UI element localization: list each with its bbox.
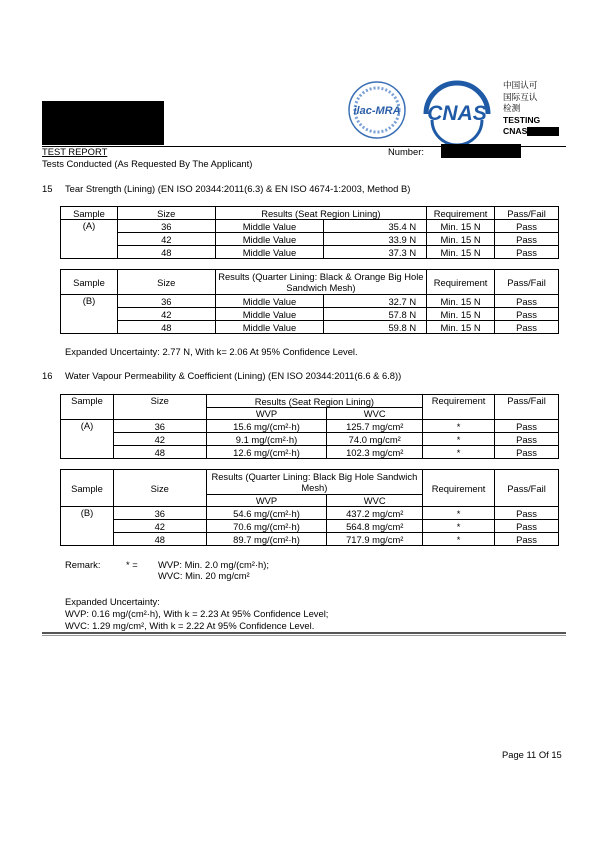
testing-label: TESTING	[503, 114, 541, 125]
redacted-report-number	[441, 144, 521, 158]
header-sample: Sample	[61, 207, 118, 220]
pass-fail-cell: Pass	[495, 533, 559, 546]
size-cell: 42	[113, 520, 206, 533]
header-results: Results (Quarter Lining: Black & Orange Big Hole Sandwich Mesh)	[215, 270, 426, 295]
cn-line-2: 国际互认	[503, 91, 538, 102]
header-sample: Sample	[61, 470, 114, 507]
uncertainty-wvp: WVP: 0.16 mg/(cm²·h), With k = 2.23 At 95% Confidence Level;	[65, 608, 329, 619]
wvp-cell: 54.6 mg/(cm²·h)	[206, 507, 327, 520]
header-pass-fail: Pass/Fail	[495, 395, 559, 420]
wvp-cell: 12.6 mg/(cm²·h)	[206, 446, 327, 459]
header-size: Size	[113, 395, 206, 420]
requirement-cell: Min. 15 N	[427, 220, 495, 233]
header-size: Size	[113, 470, 206, 507]
section-16-title: Water Vapour Permeability & Coefficient (Lining) (EN ISO 20344:2011(6.6 & 6.8))	[65, 370, 402, 381]
section-15-number: 15	[42, 183, 53, 194]
bottom-double-rule	[42, 632, 566, 634]
requirement-cell: Min. 15 N	[427, 233, 495, 246]
cnas-logo	[418, 80, 496, 144]
uncertainty-title: Expanded Uncertainty:	[65, 596, 160, 607]
pass-fail-cell: Pass	[495, 233, 559, 246]
pass-fail-cell: Pass	[495, 308, 559, 321]
requirement-cell: *	[423, 520, 495, 533]
requirement-cell: *	[423, 420, 495, 433]
bottom-double-rule-2	[42, 635, 566, 636]
sample-cell: (A)	[61, 420, 114, 459]
number-label: Number:	[388, 146, 424, 157]
header-requirement: Requirement	[427, 207, 495, 220]
size-cell: 42	[117, 233, 215, 246]
pass-fail-cell: Pass	[495, 321, 559, 334]
sample-cell: (A)	[61, 220, 118, 259]
desc-cell: Middle Value	[215, 246, 324, 259]
header-wvp: WVP	[206, 495, 327, 507]
requirement-cell: *	[423, 507, 495, 520]
desc-cell: Middle Value	[215, 308, 324, 321]
requirement-cell: *	[423, 446, 495, 459]
cn-line-3: 检测	[503, 103, 521, 113]
header-requirement: Requirement	[423, 395, 495, 420]
value-cell: 37.3 N	[324, 246, 427, 259]
ilac-mra-logo	[344, 80, 410, 140]
desc-cell: Middle Value	[215, 321, 324, 334]
pass-fail-cell: Pass	[495, 220, 559, 233]
pass-fail-cell: Pass	[495, 507, 559, 520]
header-requirement: Requirement	[427, 270, 495, 295]
size-cell: 36	[117, 295, 215, 308]
size-cell: 48	[117, 246, 215, 259]
wvp-cell: 15.6 mg/(cm²·h)	[206, 420, 327, 433]
wvc-cell: 564.8 mg/cm²	[327, 520, 423, 533]
value-cell: 57.8 N	[324, 308, 427, 321]
uncertainty-wvc: WVC: 1.29 mg/cm², With k = 2.22 At 95% Confidence Level.	[65, 620, 315, 631]
header-sample: Sample	[61, 395, 114, 420]
size-cell: 36	[113, 420, 206, 433]
svg-text:CNAS: CNAS	[427, 102, 487, 125]
size-cell: 36	[113, 507, 206, 520]
header-size: Size	[117, 207, 215, 220]
header-sample: Sample	[61, 270, 118, 295]
header-results: Results (Seat Region Lining)	[206, 395, 422, 408]
wvp-cell: 9.1 mg/(cm²·h)	[206, 433, 327, 446]
tear-strength-table-a	[60, 206, 559, 259]
remark-wvc: WVC: Min. 20 mg/cm²	[158, 570, 250, 581]
wvc-cell: 125.7 mg/cm²	[327, 420, 423, 433]
remark-star: * =	[126, 559, 138, 570]
water-vapour-table-a	[60, 394, 559, 459]
wvp-cell: 89.7 mg/(cm²·h)	[206, 533, 327, 546]
requirement-cell: *	[423, 433, 495, 446]
test-report-label: TEST REPORT	[42, 146, 108, 157]
header-size: Size	[117, 270, 215, 295]
redacted-company-logo	[42, 101, 164, 145]
requirement-cell: Min. 15 N	[427, 321, 495, 334]
pass-fail-cell: Pass	[495, 246, 559, 259]
pass-fail-cell: Pass	[495, 295, 559, 308]
wvc-cell: 437.2 mg/cm²	[327, 507, 423, 520]
size-cell: 36	[117, 220, 215, 233]
desc-cell: Middle Value	[215, 233, 324, 246]
section-15-title: Tear Strength (Lining) (EN ISO 20344:2011(6.3) & EN ISO 4674-1:2003, Method B)	[65, 183, 411, 194]
header-results: Results (Quarter Lining: Black Big Hole Sandwich Mesh)	[206, 470, 422, 495]
requirement-cell: Min. 15 N	[427, 295, 495, 308]
header-pass-fail: Pass/Fail	[495, 470, 559, 507]
value-cell: 59.8 N	[324, 321, 427, 334]
wvc-cell: 74.0 mg/cm²	[327, 433, 423, 446]
section-15-uncertainty: Expanded Uncertainty: 2.77 N, With k= 2.06 At 95% Confidence Level.	[65, 346, 358, 357]
requirement-cell: *	[423, 533, 495, 546]
cnas-number-label: CNAS	[503, 126, 528, 136]
tests-conducted: Tests Conducted (As Requested By The Applicant)	[42, 158, 253, 169]
value-cell: 35.4 N	[324, 220, 427, 233]
pass-fail-cell: Pass	[495, 420, 559, 433]
svg-text:ilac-MRA: ilac-MRA	[353, 105, 401, 117]
desc-cell: Middle Value	[215, 295, 324, 308]
cn-line-1: 中国认可	[503, 80, 538, 90]
header-results: Results (Seat Region Lining)	[215, 207, 426, 220]
header-wvc: WVC	[327, 408, 423, 420]
redacted-cnas-number	[527, 127, 559, 136]
tear-strength-table-b	[60, 269, 559, 334]
requirement-cell: Min. 15 N	[427, 246, 495, 259]
header-pass-fail: Pass/Fail	[495, 207, 559, 220]
value-cell: 33.9 N	[324, 233, 427, 246]
page-number: Page 11 Of 15	[502, 749, 562, 760]
header-wvp: WVP	[206, 408, 327, 420]
size-cell: 42	[113, 433, 206, 446]
header-pass-fail: Pass/Fail	[495, 270, 559, 295]
wvp-cell: 70.6 mg/(cm²·h)	[206, 520, 327, 533]
remark-label: Remark:	[65, 559, 101, 570]
requirement-cell: Min. 15 N	[427, 308, 495, 321]
header-wvc: WVC	[327, 495, 423, 507]
water-vapour-table-b	[60, 469, 559, 546]
wvc-cell: 717.9 mg/cm²	[327, 533, 423, 546]
sample-cell: (B)	[61, 507, 114, 546]
section-16-number: 16	[42, 370, 53, 381]
size-cell: 48	[117, 321, 215, 334]
cnas-accreditation-text	[503, 80, 559, 138]
size-cell: 48	[113, 446, 206, 459]
sample-cell: (B)	[61, 295, 118, 334]
wvc-cell: 102.3 mg/cm²	[327, 446, 423, 459]
value-cell: 32.7 N	[324, 295, 427, 308]
pass-fail-cell: Pass	[495, 520, 559, 533]
pass-fail-cell: Pass	[495, 433, 559, 446]
pass-fail-cell: Pass	[495, 446, 559, 459]
size-cell: 42	[117, 308, 215, 321]
remark-wvp: WVP: Min. 2.0 mg/(cm²·h);	[158, 559, 269, 570]
size-cell: 48	[113, 533, 206, 546]
desc-cell: Middle Value	[215, 220, 324, 233]
header-requirement: Requirement	[423, 470, 495, 507]
